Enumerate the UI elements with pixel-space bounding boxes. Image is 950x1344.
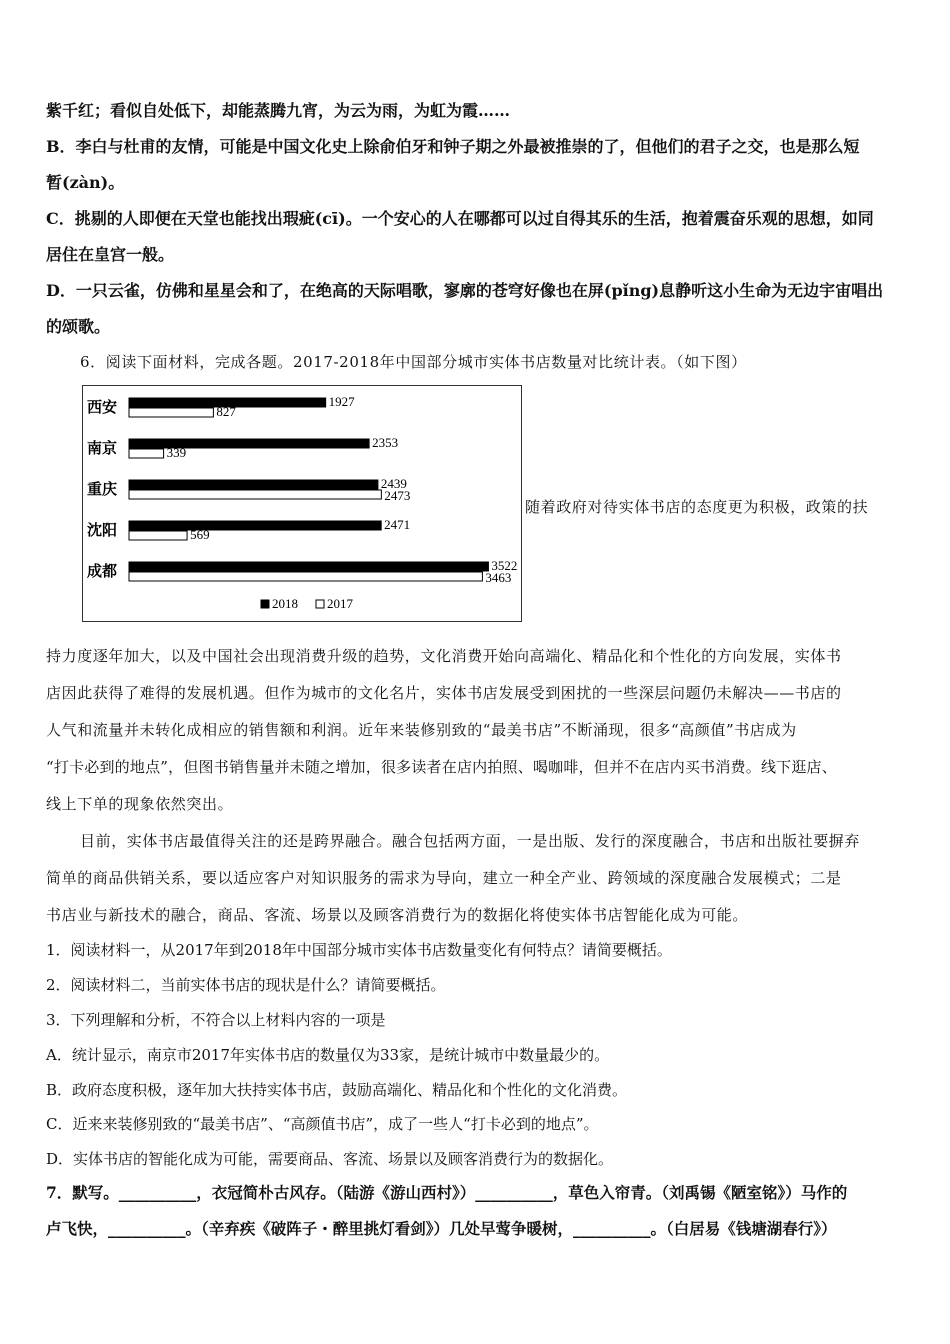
bar-2018-3: [129, 521, 381, 530]
q5-option-c-line2: 居住在皇宫一般。: [46, 245, 175, 264]
q5-option-d-line1: D．一只云雀，仿佛和星星会和了，在绝高的天际唱歌，寥廓的苍穹好像也在屏(pǐng)息静听这小生命为无边宇宙唱出: [46, 281, 884, 300]
q6-sub2: 2．阅读材料二，当前实体书店的现状是什么？请简要概括。: [46, 976, 446, 994]
value-label-2018-1: 2353: [372, 435, 399, 450]
q6-p1-line5: 线上下单的现象依然突出。: [46, 795, 234, 813]
value-label-2018-0: 1927: [328, 394, 355, 409]
bookstore-chart-svg: [83, 386, 521, 621]
q6-p1-line2: 店因此获得了难得的发展机遇。但作为城市的文化名片，实体书店发展受到困扰的一些深层问题仍未解决——书店的: [46, 684, 842, 702]
q6-p1-line3: 人气和流量并未转化成相应的销售额和利润。近年来装修别致的“最美书店”不断涌现，很多“高颜值”书店成为: [46, 721, 797, 739]
q7-line1: 7．默写。__________，衣冠简朴古风存。（陆游《游山西村》）__________，草色入帘青。（刘禹锡《陋室铭》）马作的: [46, 1183, 848, 1202]
bar-2017-4: [129, 572, 482, 581]
q6-option-d: D．实体书店的智能化成为可能，需要商品、客流、场景以及顾客消费行为的数据化。: [46, 1150, 614, 1168]
q6-intro: 6．阅读下面材料，完成各题。2017-2018年中国部分城市实体书店数量对比统计表。（如下图）: [80, 353, 747, 371]
q6-p2-line2: 简单的商品供销关系，要以适应客户对知识服务的需求为导向，建立一种全产业、跨领域的深度融合发展模式；二是: [46, 869, 842, 887]
value-label-2018-4: 3522: [491, 558, 518, 573]
bar-2018-2: [129, 480, 378, 489]
bar-2018-1: [129, 439, 369, 448]
q5-option-b-line2: 暂(zàn)。: [46, 173, 125, 192]
q6-sub1: 1．阅读材料一，从2017年到2018年中国部分城市实体书店数量变化有何特点？请简要概括。: [46, 941, 672, 959]
value-label-2018-2: 2439: [380, 476, 407, 491]
q6-p2-line3: 书店业与新技术的融合，商品、客流、场景以及顾客消费行为的数据化将使实体书店智能化成为可能。: [46, 906, 749, 924]
q6-option-c: C．近来来装修别致的“最美书店”、“高颜值书店”，成了一些人“打卡必到的地点”。: [46, 1115, 599, 1133]
category-label-1: 南京: [87, 439, 118, 457]
q6-option-a: A．统计显示，南京市2017年实体书店的数量仅为33家，是统计城市中数量最少的。: [46, 1046, 610, 1064]
category-label-0: 西安: [87, 398, 118, 416]
q6-side-text: 随着政府对待实体书店的态度更为积极，政策的扶: [525, 498, 869, 516]
bar-2017-2: [129, 490, 381, 499]
q5-option-c-line1: C．挑剔的人即便在天堂也能找出瑕疵(cī)。一个安心的人在哪都可以过自得其乐的生活，抱着震奋乐观的思想，如同: [46, 209, 874, 228]
bookstore-chart: [82, 385, 522, 622]
category-label-4: 成都: [87, 562, 118, 580]
q6-sub3: 3．下列理解和分析，不符合以上材料内容的一项是: [46, 1011, 386, 1029]
bar-2018-4: [129, 562, 488, 571]
value-label-2017-2: 2473: [384, 488, 411, 503]
bar-2017-0: [129, 408, 213, 417]
value-label-2017-4: 3463: [485, 570, 512, 585]
q6-option-b: B．政府态度积极，逐年加大扶持实体书店，鼓励高端化、精品化和个性化的文化消费。: [46, 1081, 628, 1099]
q5-option-d-line2: 的颂歌。: [46, 317, 111, 336]
bar-2017-1: [129, 449, 164, 458]
value-label-2018-3: 2471: [384, 517, 411, 532]
q6-p1-line1: 持力度逐年加大，以及中国社会出现消费升级的趋势，文化消费开始向高端化、精品化和个性化的方向发展，实体书: [46, 647, 842, 665]
legend-label-2018: 2018: [272, 596, 298, 611]
q5-line-cont: 紫千红；看似自处低下，却能蒸腾九宵，为云为雨，为虹为霞……: [46, 101, 511, 120]
legend-label-2017: 2017: [327, 596, 353, 611]
q6-p2-line1: 目前，实体书店最值得关注的还是跨界融合。融合包括两方面，一是出版、发行的深度融合，书店和出版社要摒弃: [80, 832, 861, 850]
value-label-2017-0: 827: [216, 404, 236, 419]
q6-p1-line4: “打卡必到的地点”，但图书销售量并未随之增加，很多读者在店内拍照、喝咖啡，但并不在店内买书消费。线下逛店、: [46, 758, 837, 776]
category-label-3: 沈阳: [87, 521, 118, 539]
value-label-2017-1: 339: [166, 445, 187, 460]
legend-swatch-2018: [261, 600, 269, 608]
value-label-2017-3: 569: [190, 527, 210, 542]
q7-line2: 卢飞快，__________。（辛弃疾《破阵子・醉里挑灯看剑》）几处早莺争暖树，__________。（白居易《钱塘湖春行》）: [46, 1219, 837, 1238]
legend-swatch-2017: [316, 600, 324, 608]
bar-2017-3: [129, 531, 187, 540]
category-label-2: 重庆: [87, 480, 118, 498]
q5-option-b-line1: B．李白与杜甫的友情，可能是中国文化史上除俞伯牙和钟子期之外最被推崇的了，但他们的君子之交，也是那么短: [46, 137, 860, 156]
